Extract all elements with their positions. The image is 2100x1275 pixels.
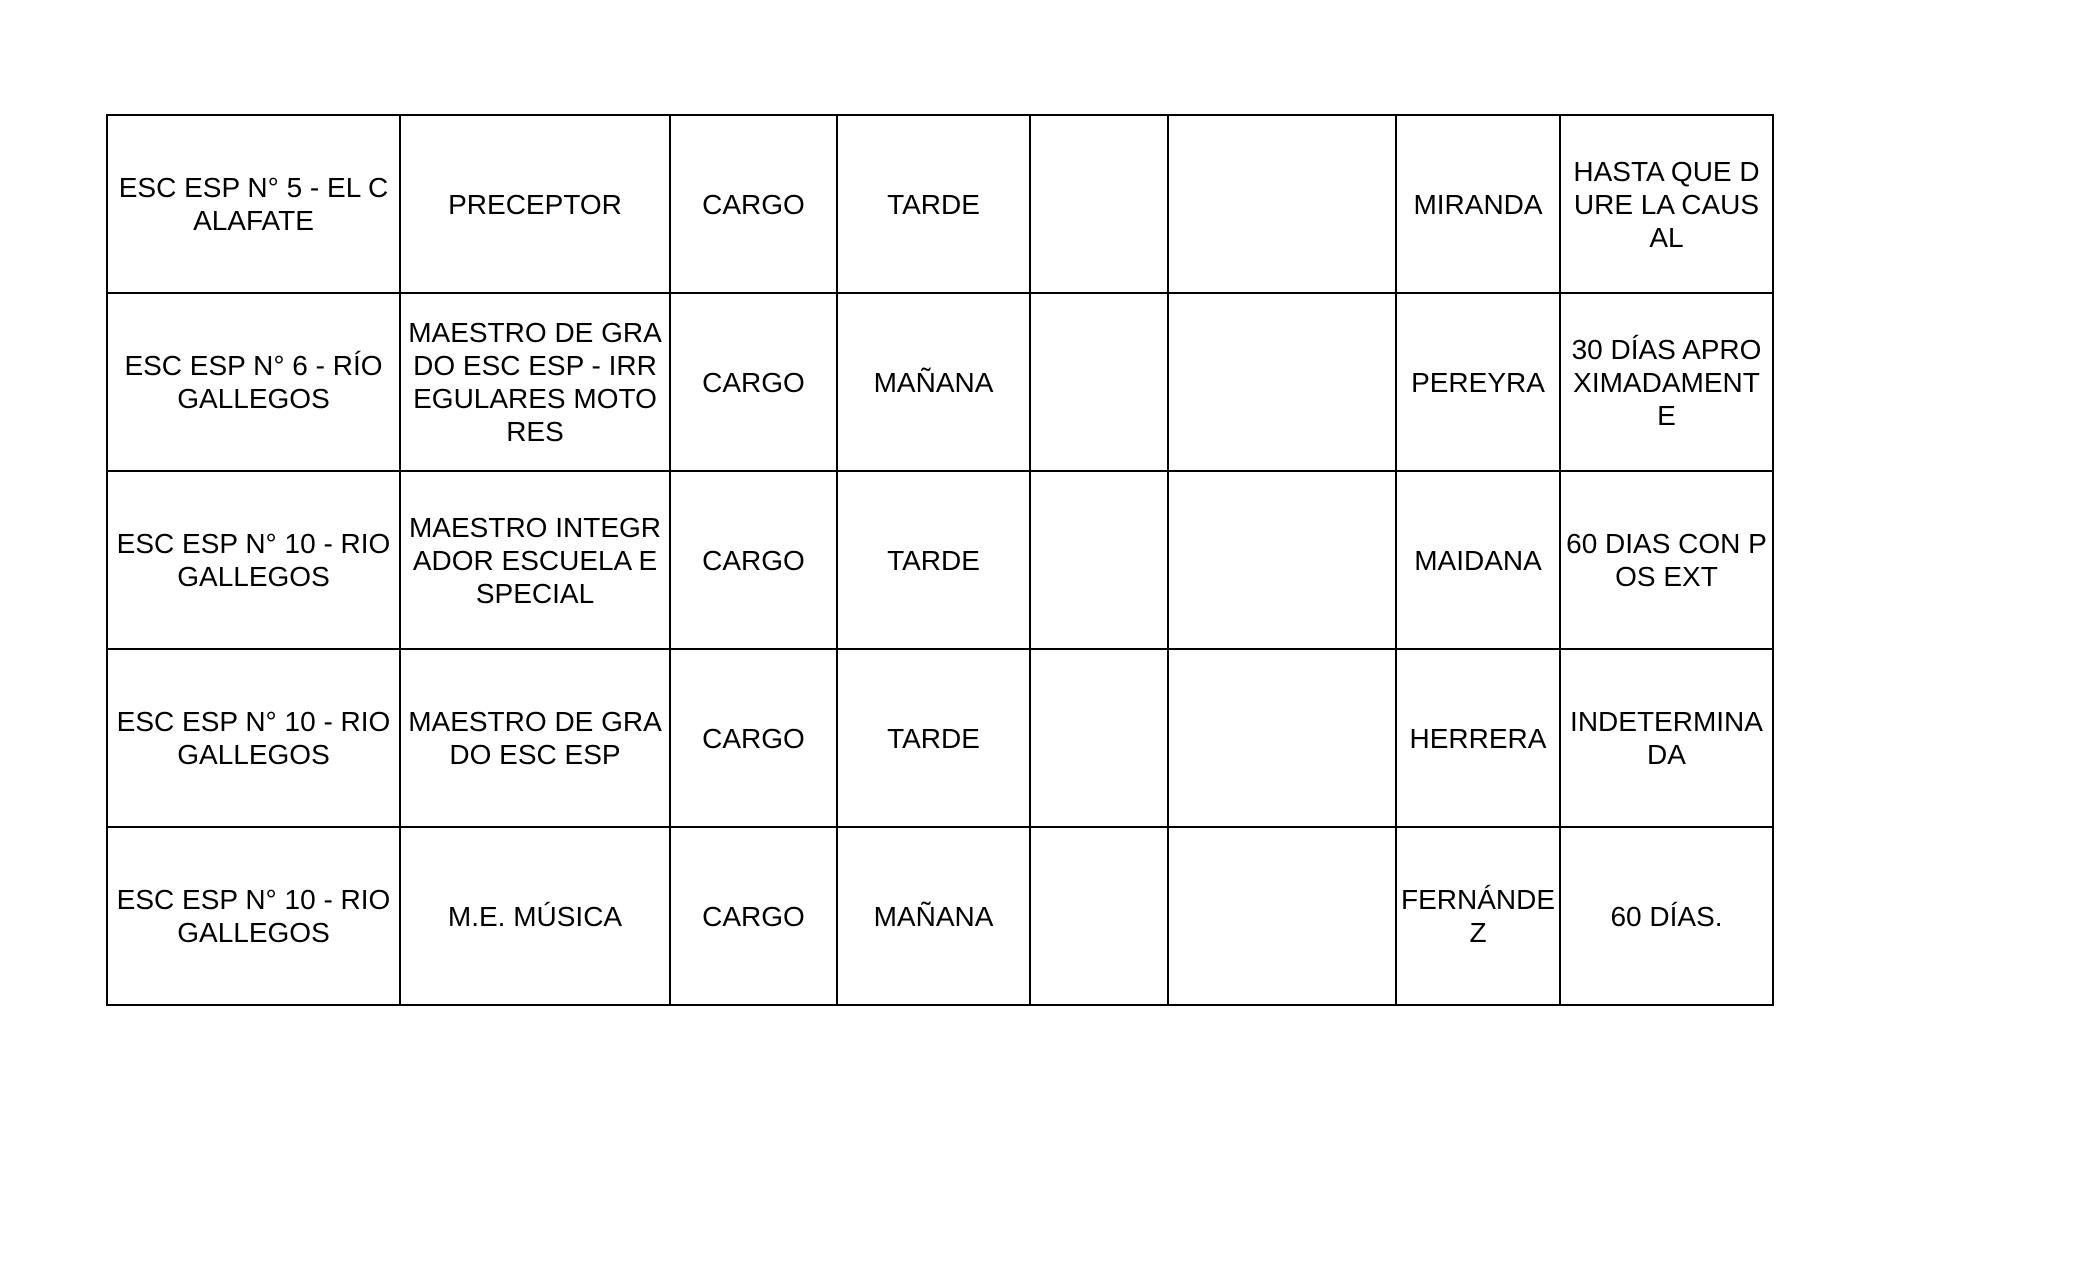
table-row [107,649,1773,827]
table-row [107,471,1773,649]
empty-cell [1030,115,1168,293]
table-row [107,293,1773,471]
duration-cell: HASTA QUE DURE LA CAUSAL [1560,115,1773,293]
shift-cell: MAÑANA [837,293,1030,471]
type-cell: CARGO [670,649,837,827]
empty-cell [1030,293,1168,471]
duration-cell: 60 DIAS CON POS EXT [1560,471,1773,649]
duration-cell: 30 DÍAS APROXIMADAMENTE [1560,293,1773,471]
table-row [107,827,1773,1005]
position-cell: MAESTRO DE GRADO ESC ESP [400,649,670,827]
table-row [107,115,1773,293]
duration-cell: INDETERMINADA [1560,649,1773,827]
empty-cell [1030,649,1168,827]
surname-cell: PEREYRA [1396,293,1560,471]
type-cell: CARGO [670,293,837,471]
position-cell: PRECEPTOR [400,115,670,293]
duration-cell: 60 DÍAS. [1560,827,1773,1005]
shift-cell: TARDE [837,649,1030,827]
empty-cell [1168,649,1396,827]
school-cell: ESC ESP N° 10 - RIO GALLEGOS [107,471,400,649]
empty-cell [1030,471,1168,649]
surname-cell: HERRERA [1396,649,1560,827]
surname-cell: FERNÁNDEZ [1396,827,1560,1005]
shift-cell: TARDE [837,115,1030,293]
empty-cell [1030,827,1168,1005]
school-cell: ESC ESP N° 5 - EL CALAFATE [107,115,400,293]
position-cell: M.E. MÚSICA [400,827,670,1005]
position-cell: MAESTRO INTEGRADOR ESCUELA ESPECIAL [400,471,670,649]
vacancies-table [106,114,1774,1006]
shift-cell: TARDE [837,471,1030,649]
surname-cell: MAIDANA [1396,471,1560,649]
type-cell: CARGO [670,115,837,293]
empty-cell [1168,293,1396,471]
empty-cell [1168,827,1396,1005]
school-cell: ESC ESP N° 10 - RIO GALLEGOS [107,827,400,1005]
type-cell: CARGO [670,471,837,649]
school-cell: ESC ESP N° 6 - RÍO GALLEGOS [107,293,400,471]
shift-cell: MAÑANA [837,827,1030,1005]
empty-cell [1168,471,1396,649]
surname-cell: MIRANDA [1396,115,1560,293]
empty-cell [1168,115,1396,293]
school-cell: ESC ESP N° 10 - RIO GALLEGOS [107,649,400,827]
position-cell: MAESTRO DE GRADO ESC ESP - IRREGULARES MOTORES [400,293,670,471]
type-cell: CARGO [670,827,837,1005]
